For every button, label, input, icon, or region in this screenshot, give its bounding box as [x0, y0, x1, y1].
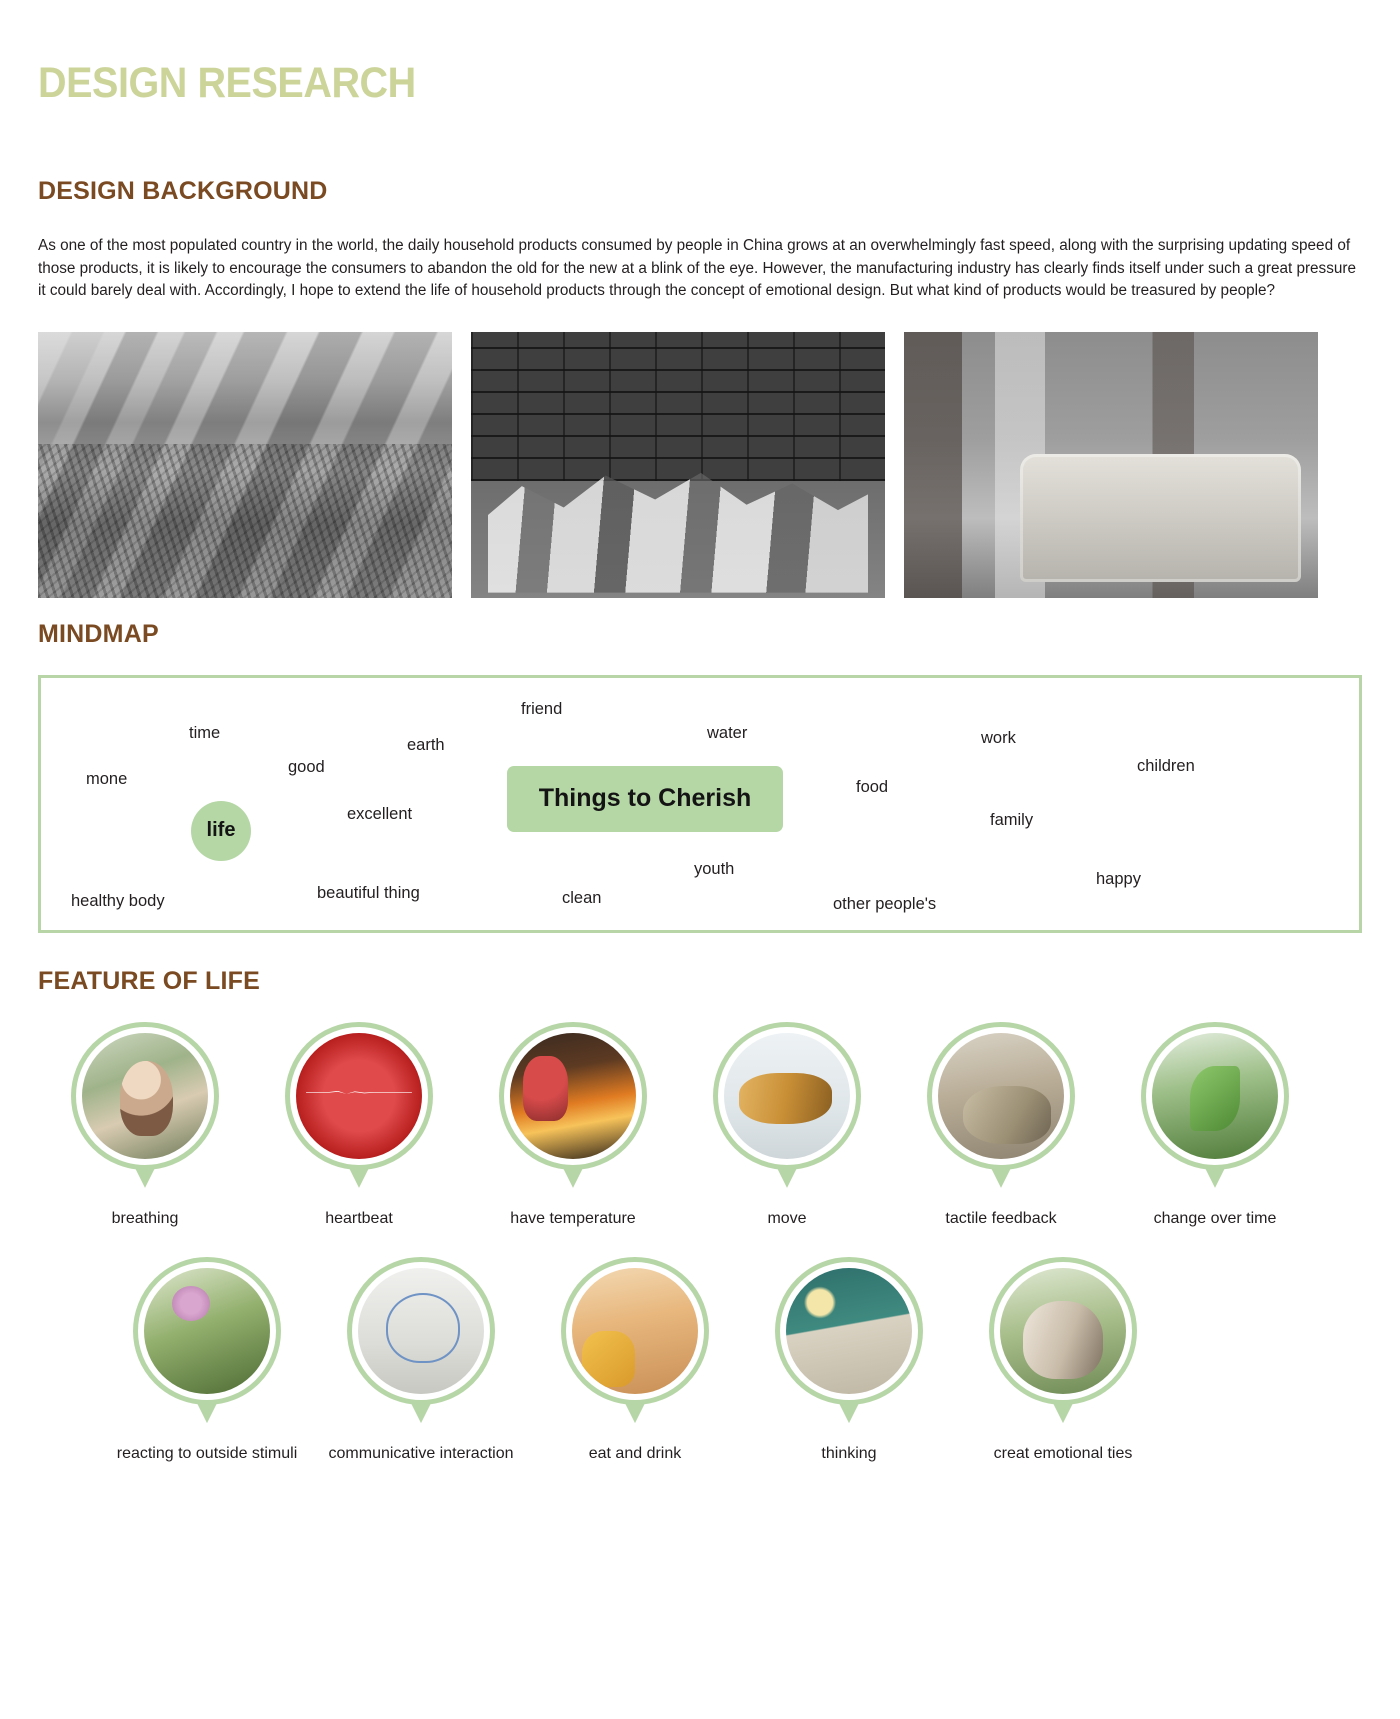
- mindmap-center-node: Things to Cherish: [507, 766, 783, 832]
- photo-street-rubble: [38, 332, 452, 598]
- design-background-heading: DESIGN BACKGROUND: [38, 177, 328, 205]
- feature-label: communicative interaction: [328, 1445, 514, 1463]
- mindmap-heading: MINDMAP: [38, 619, 159, 648]
- mindmap-word: food: [856, 777, 889, 796]
- design-background-paragraph: As one of the most populated country in the world, the daily household products consumed by people in China grows at an overwhelmingly fast speed, along with the surprising updating speed of those products, it is likely to encourage the consumers to abandon the old for the new at a blink of the eye. However, the manufacturing industry has clearly finds itself under such a great pressure it could barely deal with. Accordingly, I hope to extend the life of household products through the concept of emotional design. But what kind of products would be treasured by people?: [38, 237, 1356, 300]
- feature-pin: [561, 1257, 709, 1405]
- feature-pin: [775, 1257, 923, 1405]
- mindmap-word: work: [981, 728, 1016, 747]
- photo-furniture-pile: [471, 332, 885, 598]
- mindmap-word: excellent: [347, 804, 413, 823]
- feature-item-creat-emotional-ties: [956, 1257, 1170, 1464]
- feature-of-life-heading: FEATURE OF LIFE: [38, 966, 260, 995]
- mimosa-plant-photo: [144, 1268, 270, 1394]
- mindmap-word: earth: [407, 735, 445, 754]
- feature-pin: [713, 1022, 861, 1170]
- mindmap-word: good: [288, 757, 325, 776]
- mindmap-word: friend: [521, 699, 563, 718]
- wedding-couple-photo: [1000, 1268, 1126, 1394]
- sprouting-seedling-photo: [1152, 1033, 1278, 1159]
- mindmap-word: family: [990, 810, 1034, 829]
- feature-item-change-over-time: [1108, 1022, 1322, 1229]
- boy-thinking-photo: [786, 1268, 912, 1394]
- children-talking-photo: [358, 1268, 484, 1394]
- feature-label: heartbeat: [325, 1209, 393, 1227]
- fireplace-photo: [510, 1033, 636, 1159]
- woman-breathing-photo: [82, 1033, 208, 1159]
- feature-item-have-temperature: [466, 1022, 680, 1229]
- mindmap-word: water: [707, 723, 748, 742]
- mindmap-word: happy: [1096, 869, 1141, 888]
- feature-pin: [499, 1022, 647, 1170]
- feature-item-thinking: [742, 1257, 956, 1464]
- feature-item-tactile-feedback: [894, 1022, 1108, 1229]
- feature-label: have temperature: [510, 1209, 636, 1227]
- feature-pin: [133, 1257, 281, 1405]
- mindmap-word: beautiful thing: [317, 883, 420, 902]
- feature-label: change over time: [1153, 1209, 1277, 1227]
- feature-label: eat and drink: [588, 1445, 682, 1463]
- feature-row-2: [38, 1257, 1362, 1464]
- feature-item-eat-and-drink: [528, 1257, 742, 1464]
- heartbeat-monitor-photo: [296, 1033, 422, 1159]
- feature-label: move: [767, 1209, 807, 1227]
- feature-item-breathing: [38, 1022, 252, 1229]
- page-title: DESIGN RESEARCH: [38, 59, 416, 107]
- mindmap-word: children: [1137, 756, 1195, 775]
- baby-eating-photo: [572, 1268, 698, 1394]
- feature-pin: [989, 1257, 1137, 1405]
- mindmap-word: clean: [562, 888, 602, 907]
- feature-item-reacting-to-outside-stimuli: [100, 1257, 314, 1464]
- mindmap-word: time: [189, 723, 221, 742]
- feature-label: reacting to outside stimuli: [116, 1445, 298, 1463]
- feature-pin: [347, 1257, 495, 1405]
- mindmap-panel: [38, 675, 1362, 933]
- mindmap-word: other people's: [833, 894, 937, 913]
- mindmap-word: youth: [694, 859, 735, 878]
- running-cheetah-photo: [724, 1033, 850, 1159]
- feature-row-1: [38, 1022, 1362, 1229]
- feature-pin: [927, 1022, 1075, 1170]
- feature-label: creat emotional ties: [993, 1445, 1133, 1463]
- feature-label: tactile feedback: [945, 1209, 1057, 1227]
- hand-petting-cat-photo: [938, 1033, 1064, 1159]
- mindmap-word: healthy body: [71, 891, 165, 910]
- feature-item-heartbeat: [252, 1022, 466, 1229]
- mindmap-word: mone: [86, 769, 128, 788]
- feature-item-move: [680, 1022, 894, 1229]
- background-photo-row: [38, 332, 1362, 598]
- feature-pin: [71, 1022, 219, 1170]
- feature-label: thinking: [821, 1445, 877, 1463]
- feature-pin: [285, 1022, 433, 1170]
- feature-pin: [1141, 1022, 1289, 1170]
- mindmap-life-node: life: [191, 801, 251, 861]
- feature-label: breathing: [111, 1209, 179, 1227]
- feature-item-communicative-interaction: [314, 1257, 528, 1464]
- photo-man-with-sofa: [904, 332, 1318, 598]
